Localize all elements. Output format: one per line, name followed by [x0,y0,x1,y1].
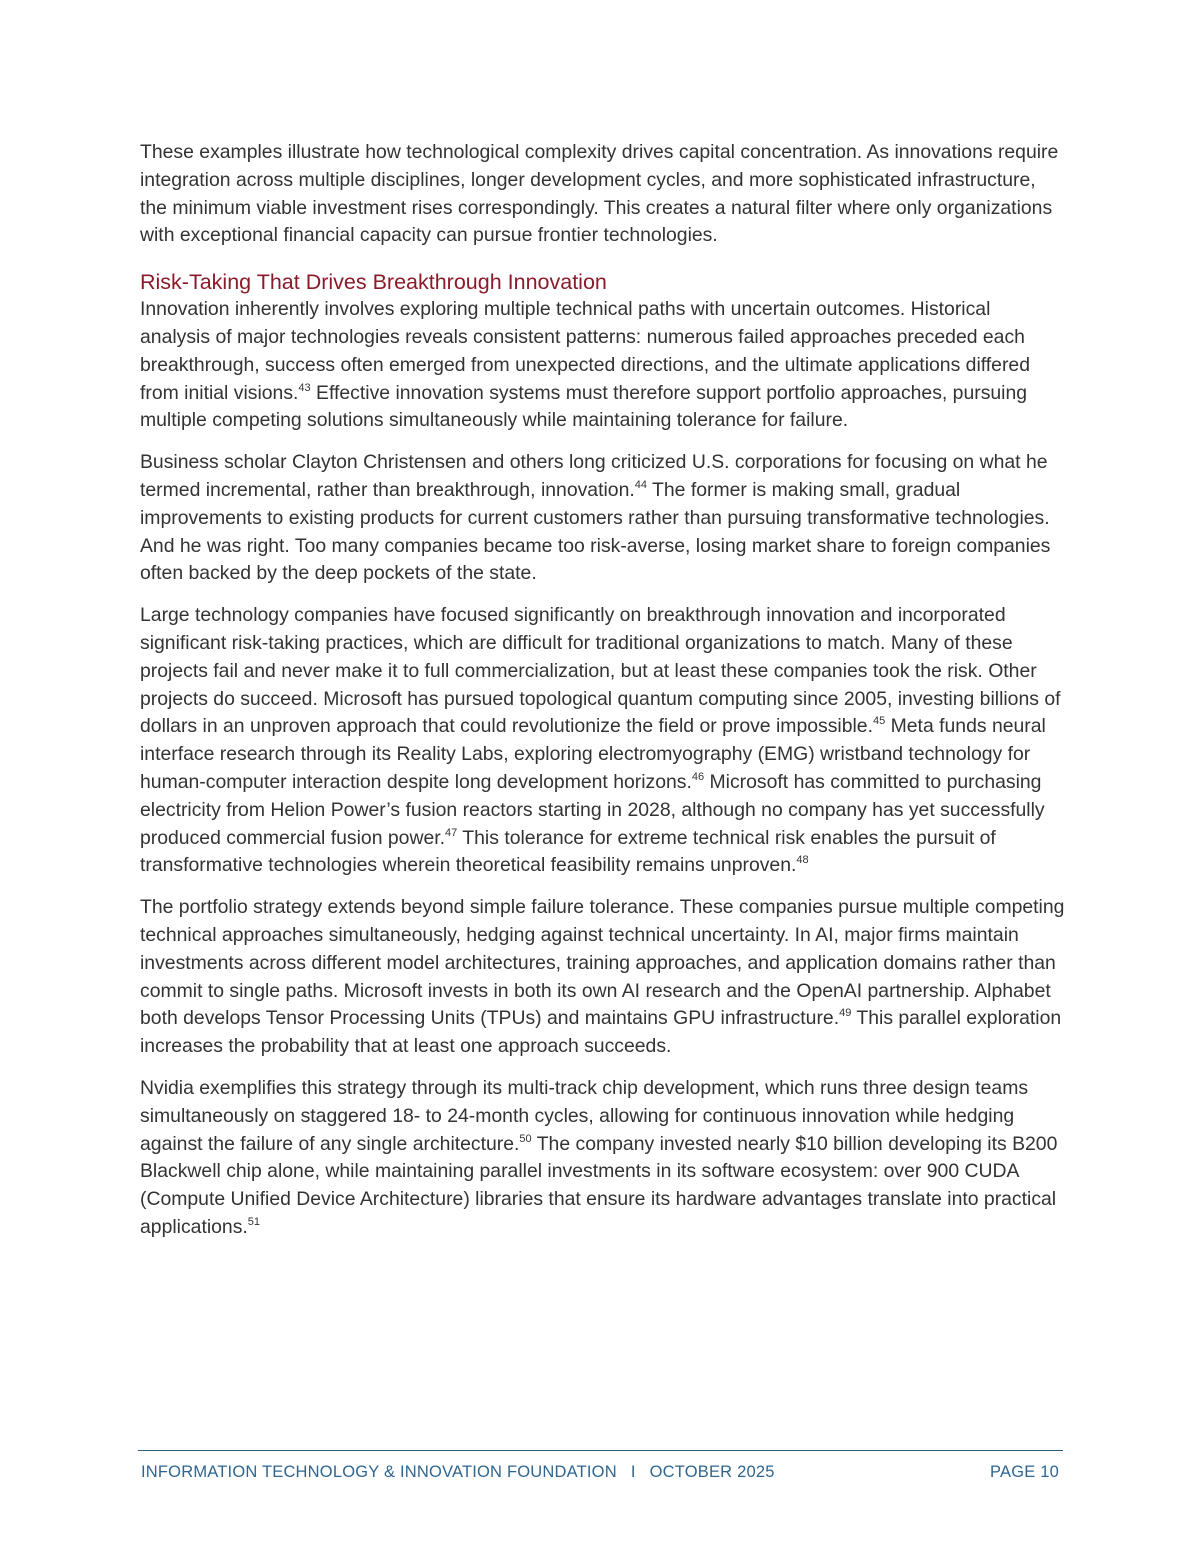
footer-left [141,1463,775,1482]
body-content [140,139,1065,1256]
footnote-ref[interactable]: 46 [691,770,705,783]
footer-divider [138,1450,1063,1451]
paragraph-christensen: Business scholar Clayton Christensen and others long criticized U.S. corporations for focusing on what he termed incremental, rather than breakthrough, innovation.$^{44}$ The former is making small, gradual improvements to existing products for current customers rather than pursuing transformative technologies. And he was right. Too many companies became too risk-averse, losing market share to foreign companies often backed by the deep pockets of the state. [140,451,1051,585]
paragraph-portfolio-strategy: The portfolio strategy extends beyond simple failure tolerance. These companies pursue multiple competing technical approaches simultaneously, hedging against technical uncertainty. In AI, major firms maintain investments across different model architectures, training approaches, and application domains rather than commit to single paths. Microsoft invests in both its own AI research and the OpenAI partnership. Alphabet both develops Tensor Processing Units (TPUs) and maintains GPU infrastructure.$^{49}$ This parallel exploration increases the probability that at least one approach succeeds. [140,896,1065,1058]
footnote-ref[interactable]: 51 [247,1215,261,1228]
paragraph-intro: These examples illustrate how technological complexity drives capital concentration. As innovations require integration across multiple disciplines, longer development cycles, and more sophisticated infrastructure, the minimum viable investment rises correspondingly. This creates a natural filter where only organizations with exceptional financial capacity can pursue frontier technologies. [140,141,1059,247]
footnote-ref[interactable]: 50 [519,1132,532,1145]
footnote-ref[interactable]: 45 [872,715,886,728]
footer-date: OCTOBER 2025 [649,1463,775,1481]
paragraph-innovation-paths: Innovation inherently involves exploring multiple technical paths with uncertain outcomes. Historical analysis of major technologies reveals consistent patterns: numerous failed approaches preceded each breakthrough, success often emerged from unexpected directions, and the ultimate applications differed from initial visions.$^{43}$ Effective innovation systems must therefore support portfolio approaches, pursuing multiple competing solutions simultaneously while maintaining tolerance for failure. [140,298,1030,432]
footnote-ref[interactable]: 49 [839,1007,852,1020]
footnote-ref[interactable]: 43 [298,381,311,394]
footnote-ref[interactable]: 48 [796,854,809,867]
footer-separator: I [630,1463,636,1481]
section-heading: Risk-Taking That Drives Breakthrough Innovation [140,270,607,295]
paragraph-large-tech: Large technology companies have focused significantly on breakthrough innovation and incorporated significant risk-taking practices, which are difficult for traditional organizations to match. Many of these projects fail and never make it to full commercialization, but at least these companies took the risk. Other projects do succeed. Microsoft has pursued topological quantum computing since 2005, investing billions of dollars in an unproven approach that could revolutionize the field or prove impossible.$^{45}$ Meta funds neural interface research through its Reality Labs, exploring electromyography (EMG) wristband technology for human-computer interaction despite long development horizons.$^{46}$ Microsoft has committed to purchasing electricity from Helion Power’s fusion reactors starting in 2028, although no company has yet successfully produced commercial fusion power.$^{47}$ This tolerance for extreme technical risk enables the pursuit of transformative technologies wherein theoretical feasibility remains unproven.$^{48}$ [140,604,1061,877]
paragraph-nvidia: Nvidia exemplifies this strategy through its multi-track chip development, which runs three design teams simultaneously on staggered 18- to 24-month cycles, allowing for continuous innovation while hedging against the failure of any single architecture.$^{50}$ The company invested nearly $10 billion developing its B200 Blackwell chip alone, while maintaining parallel investments in its software ecosystem: over 900 CUDA (Compute Unified Device Architecture) libraries that ensure its hardware advantages translate into practical applications.$^{51}$ [140,1076,1058,1238]
page-number: PAGE 10 [990,1463,1059,1481]
footer-org: INFORMATION TECHNOLOGY & INNOVATION FOUNDATION [141,1463,617,1481]
footnote-ref[interactable]: 47 [445,826,458,839]
page-footer [141,1463,1059,1482]
footnote-ref[interactable]: 44 [634,478,647,491]
